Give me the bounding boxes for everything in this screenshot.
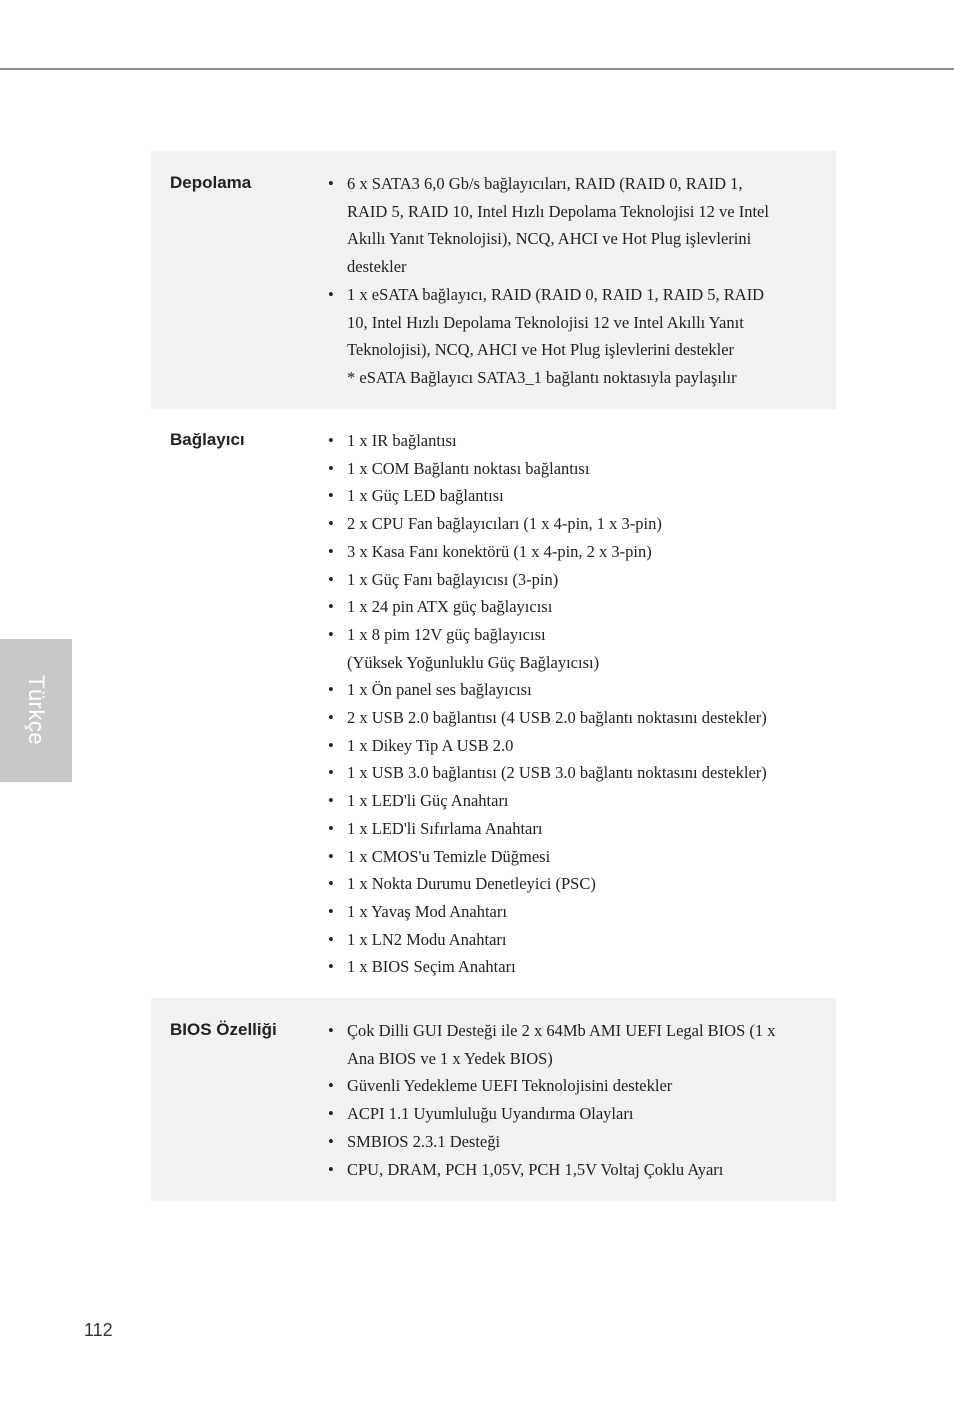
bullet-icon: • xyxy=(328,901,334,921)
spec-item xyxy=(328,170,818,281)
spec-item-text: 1 x Güç Fanı bağlayıcısı (3-pin) xyxy=(347,569,559,589)
bullet-icon: • xyxy=(328,763,334,783)
spec-item-text: 1 x IR bağlantısı xyxy=(347,431,457,450)
spec-item xyxy=(328,926,818,954)
spec-item xyxy=(328,704,818,732)
spec-item-text: 1 x USB 3.0 bağlantısı (2 USB 3.0 bağlantı noktasını destekler) xyxy=(347,763,767,783)
bullet-icon: • xyxy=(328,708,334,728)
spec-label-bios: BIOS Özelliği xyxy=(170,1020,277,1039)
spec-item-text: 2 x USB 2.0 bağlantısı (4 USB 2.0 bağlantı noktasını destekler) xyxy=(347,708,767,728)
spec-item-text: 1 x Dikey Tip A USB 2.0 xyxy=(347,735,514,755)
spec-item xyxy=(328,566,818,594)
language-side-tab xyxy=(0,639,72,782)
spec-item-text: 1 x LN2 Modu Anahtarı xyxy=(347,929,507,949)
spec-item-text: 1 x LED'li Güç Anahtarı xyxy=(347,791,509,811)
bullet-icon: • xyxy=(328,1159,334,1179)
spec-item-text: 1 x Ön panel ses bağlayıcısı xyxy=(347,680,532,700)
spec-item-text: 1 x Nokta Durumu Denetleyici (PSC) xyxy=(347,874,596,894)
spec-note: * eSATA Bağlayıcı SATA3_1 bağlantı noktasıyla paylaşılır xyxy=(347,367,737,387)
bullet-icon: • xyxy=(328,735,334,755)
spec-section-bios xyxy=(151,998,836,1201)
bullet-icon: • xyxy=(328,957,334,977)
spec-item xyxy=(328,538,818,566)
bullet-icon: • xyxy=(328,1021,334,1040)
spec-item-text: Ana BIOS ve 1 x Yedek BIOS) xyxy=(347,1048,553,1068)
spec-item-text: 1 x BIOS Seçim Anahtarı xyxy=(347,957,516,977)
spec-item-text: Güvenli Yedekleme UEFI Teknolojisini destekler xyxy=(347,1076,673,1096)
spec-item xyxy=(328,898,818,926)
spec-item-text: 10, Intel Hızlı Depolama Teknolojisi 12 ve Intel Akıllı Yanıt xyxy=(347,312,744,332)
bullet-icon: • xyxy=(328,1131,334,1151)
bullet-icon: • xyxy=(328,597,334,617)
spec-table xyxy=(151,151,836,1201)
spec-item xyxy=(328,621,818,676)
spec-list-storage xyxy=(328,170,818,392)
spec-item xyxy=(328,427,818,455)
bullet-icon: • xyxy=(328,541,334,561)
spec-section-connectors xyxy=(151,409,836,998)
spec-item-text: 1 x eSATA bağlayıcı, RAID (RAID 0, RAID 1, RAID 5, RAID xyxy=(347,284,765,304)
spec-item xyxy=(328,759,818,787)
spec-item-text: 1 x LED'li Sıfırlama Anahtarı xyxy=(347,818,543,838)
spec-item xyxy=(328,281,818,364)
spec-label-storage: Depolama xyxy=(170,173,252,192)
spec-item-text: 1 x 8 pim 12V güç bağlayıcısı xyxy=(347,624,546,644)
spec-item-text: 1 x COM Bağlantı noktası bağlantısı xyxy=(347,458,590,478)
spec-item xyxy=(328,870,818,898)
spec-item-text: 6 x SATA3 6,0 Gb/s bağlayıcıları, RAID (RAID 0, RAID 1, xyxy=(347,174,743,193)
spec-section-storage xyxy=(151,151,836,409)
spec-list-bios xyxy=(328,1017,818,1183)
bullet-icon: • xyxy=(328,1076,334,1096)
spec-item xyxy=(328,1100,818,1128)
bullet-icon: • xyxy=(328,514,334,534)
spec-list-connectors xyxy=(328,427,818,981)
spec-item-text: (Yüksek Yoğunluklu Güç Bağlayıcısı) xyxy=(347,652,600,672)
bullet-icon: • xyxy=(328,569,334,589)
spec-item xyxy=(328,510,818,538)
spec-item xyxy=(328,843,818,871)
bullet-icon: • xyxy=(328,624,334,644)
spec-item xyxy=(328,815,818,843)
spec-item xyxy=(328,1017,818,1072)
header-rule xyxy=(0,68,954,70)
spec-item xyxy=(328,1156,818,1184)
spec-item xyxy=(328,482,818,510)
spec-item-text: 1 x 24 pin ATX güç bağlayıcısı xyxy=(347,597,553,617)
spec-item xyxy=(328,787,818,815)
spec-item xyxy=(328,455,818,483)
bullet-icon: • xyxy=(328,929,334,949)
spec-item-text: destekler xyxy=(347,257,407,277)
bullet-icon: • xyxy=(328,458,334,478)
spec-item xyxy=(328,1072,818,1100)
spec-item-text: 2 x CPU Fan bağlayıcıları (1 x 4-pin, 1 x 3-pin) xyxy=(347,514,662,534)
spec-item-text: Teknolojisi), NCQ, AHCI ve Hot Plug işlevlerini destekler xyxy=(347,340,735,360)
spec-item-text: CPU, DRAM, PCH 1,05V, PCH 1,5V Voltaj Çoklu Ayarı xyxy=(347,1159,724,1179)
spec-item-text: ACPI 1.1 Uyumluluğu Uyandırma Olayları xyxy=(347,1104,634,1124)
spec-item-text: SMBIOS 2.3.1 Desteği xyxy=(347,1131,501,1151)
bullet-icon: • xyxy=(328,846,334,866)
spec-item xyxy=(328,732,818,760)
bullet-icon: • xyxy=(328,431,334,450)
bullet-icon: • xyxy=(328,1104,334,1124)
spec-item-text: 3 x Kasa Fanı konektörü (1 x 4-pin, 2 x 3-pin) xyxy=(347,541,652,561)
bullet-icon: • xyxy=(328,680,334,700)
language-tab-label: Türkçe xyxy=(24,674,49,746)
spec-item-text: 1 x Yavaş Mod Anahtarı xyxy=(347,901,507,921)
bullet-icon: • xyxy=(328,791,334,811)
bullet-icon: • xyxy=(328,486,334,506)
bullet-icon: • xyxy=(328,874,334,894)
bullet-icon: • xyxy=(328,818,334,838)
bullet-icon: • xyxy=(328,284,334,304)
spec-item-text: 1 x CMOS'u Temizle Düğmesi xyxy=(347,846,551,866)
spec-item xyxy=(328,1128,818,1156)
spec-item xyxy=(328,593,818,621)
spec-item-text: RAID 5, RAID 10, Intel Hızlı Depolama Teknolojisi 12 ve Intel xyxy=(347,201,769,221)
spec-item xyxy=(328,953,818,981)
spec-item-text: 1 x Güç LED bağlantısı xyxy=(347,486,504,506)
spec-label-connectors: Bağlayıcı xyxy=(170,430,245,449)
spec-item xyxy=(328,676,818,704)
page-number: 112 xyxy=(84,1320,113,1340)
spec-item-text: Akıllı Yanıt Teknolojisi), NCQ, AHCI ve Hot Plug işlevlerini xyxy=(347,229,752,249)
bullet-icon: • xyxy=(328,174,334,193)
spec-item-text: Çok Dilli GUI Desteği ile 2 x 64Mb AMI UEFI Legal BIOS (1 x xyxy=(347,1021,776,1040)
